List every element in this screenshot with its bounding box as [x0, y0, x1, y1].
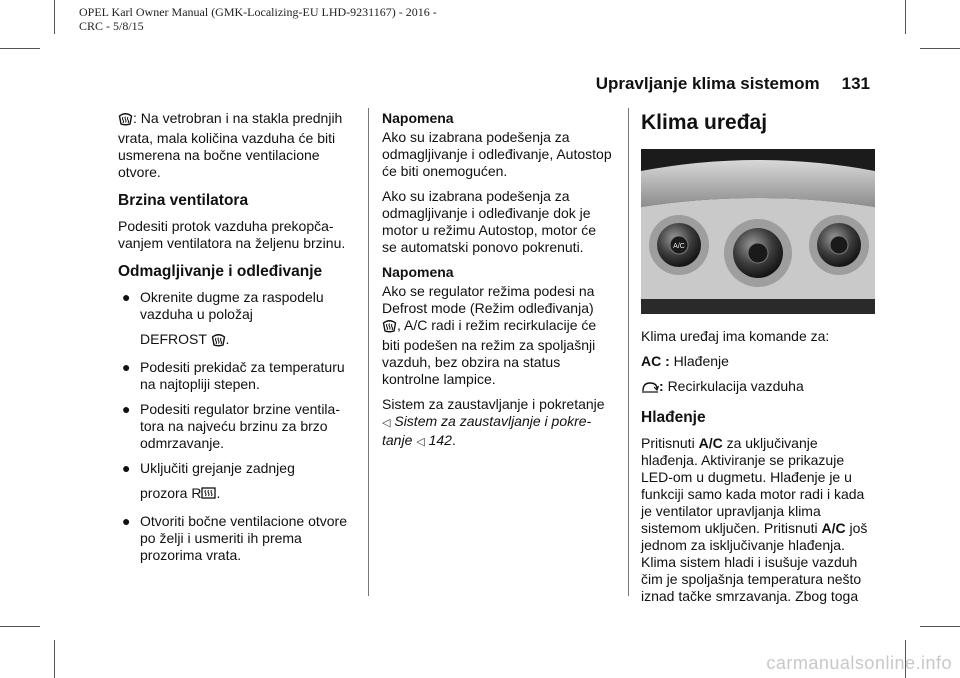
- step-text: Podesiti prekidač za temperaturu na najtopliji stepen.: [140, 359, 345, 392]
- ac-button-ref: A/C: [698, 435, 723, 451]
- period: .: [225, 331, 230, 347]
- autostop-reference-paragraph: [382, 396, 614, 451]
- ac-button-ref: A/C: [821, 520, 846, 536]
- running-title: [596, 74, 870, 94]
- step-text: Otvoriti bočne ventilacione otvore po želji i usmeriti ih prema prozorima vrata.: [140, 513, 347, 563]
- list-item: [118, 289, 358, 351]
- print-header-line-2: CRC - 5/8/15: [79, 19, 144, 33]
- photo-ac-label: A/C: [673, 243, 685, 250]
- list-item: [118, 460, 358, 505]
- note-paragraph: Ako su izabrana podešenja za odmagljivanje i odleđivanje dok je motor u režimu Autostop, motor će se automatski ponovo pokrenuti.: [382, 188, 596, 255]
- defog-steps-list: [118, 289, 358, 564]
- step-text-defrost: DEFROST: [140, 331, 207, 347]
- heading-fan-speed: Brzina ventilatora: [118, 192, 249, 209]
- windshield-defrost-icon: [118, 111, 133, 130]
- fan-speed-paragraph: Podesiti protok vazduha prekopča-vanjem ventilatora na željenu brzinu.: [118, 218, 346, 251]
- step-text-rear: prozora R: [140, 485, 202, 501]
- bullet-marker: ●: [122, 513, 131, 529]
- step-text: Okrenite dugme za raspodelu vazduha u položaj: [140, 289, 324, 322]
- cooling-text: Pritisnuti: [641, 435, 695, 451]
- bullet-marker: ●: [122, 359, 131, 375]
- bullet-marker: ●: [122, 401, 131, 417]
- period: .: [216, 485, 221, 501]
- cooling-text: za uključivanje hlađenja. Aktiviranje se prikazuje LED-om u dugmetu. Hlađenje je u funkciji samo kada motor radi i kada je ventilator upravljanja klima sistemom uključen. Pritisnuti: [641, 435, 865, 536]
- crop-mark-bottom-right-h: [920, 626, 960, 627]
- recirc-desc: Recirkulacija vazduha: [667, 378, 804, 394]
- autostop-text: Sistem za zaustavljanje i pokretanje: [382, 396, 605, 412]
- crop-mark-top-left: [54, 0, 55, 34]
- crop-mark-top-left-h: [0, 48, 40, 49]
- list-item: [118, 513, 358, 564]
- note-paragraph: Ako su izabrana podešenja za odmagljivanje i odleđivanje, Autostop će biti onemogućen.: [382, 129, 612, 179]
- column-divider-2: [628, 108, 629, 596]
- defrost-mode-text: : Na vetrobran i na stakla prednjih vrata, mala količina vazduha će biti usmerena na bočne ventilacione otvore.: [118, 110, 343, 180]
- note-text-b: , A/C radi i režim recirkulacije će biti podešen na režim za spoljašnji vazduh, bez obzira na status kontrolne lampice.: [382, 317, 597, 387]
- reference-page: 142: [428, 432, 452, 448]
- note-text-a: Ako se regulator režima podesi na Defrost mode (Režim odleđivanja): [382, 283, 595, 316]
- print-header: [79, 5, 519, 33]
- crop-mark-top-right-h: [920, 48, 960, 49]
- reference-triangle-icon: ◁: [382, 417, 391, 429]
- ac-control-line: [641, 353, 875, 370]
- period: .: [451, 432, 456, 448]
- step-text: Podesiti regulator brzine ventila-tora na najveću brzinu za brzo odmrzavanje.: [140, 401, 340, 451]
- column-1: [118, 110, 358, 572]
- column-2: [382, 110, 614, 459]
- reference-link[interactable]: Sistem za zaustavljanje i pokre-tanje: [382, 413, 592, 448]
- defrost-mode-paragraph: [118, 110, 358, 181]
- column-3: [641, 110, 875, 613]
- cooling-text: još jednom za isključivanje hlađenja. Klima sistem hladi i isušuje vazduh čim je spoljašnja temperatura nešto iznad tačke smrzavanja. Zbog toga: [641, 520, 868, 604]
- note-heading: Napomena: [382, 264, 454, 280]
- bullet-marker: ●: [122, 460, 131, 476]
- rear-window-heater-icon: [201, 486, 216, 505]
- cooling-paragraph: [641, 435, 875, 605]
- ac-label: AC :: [641, 353, 670, 369]
- windshield-defrost-icon: [382, 318, 397, 337]
- crop-mark-top-right: [905, 0, 906, 34]
- heading-climate: Klima uređaj: [641, 111, 768, 134]
- print-header-line-1: OPEL Karl Owner Manual (GMK-Localizing-EU LHD-9231167) - 2016 -: [79, 5, 437, 19]
- climate-control-photo: [641, 149, 875, 314]
- column-divider-1: [368, 108, 369, 596]
- controls-lead: Klima uređaj ima komande za:: [641, 328, 830, 344]
- crop-mark-bottom-left-h: [0, 626, 40, 627]
- page-number: 131: [841, 74, 870, 93]
- crop-mark-bottom-left: [54, 640, 55, 678]
- section-title: Upravljanje klima sistemom: [595, 74, 820, 93]
- windshield-defrost-icon: [211, 332, 226, 351]
- note-paragraph-defrost: [382, 283, 614, 388]
- note-heading: Napomena: [382, 110, 454, 126]
- air-recirculation-icon: [641, 380, 659, 398]
- recirc-colon: :: [659, 378, 664, 394]
- list-item: [118, 359, 358, 393]
- ac-desc: Hlađenje: [673, 353, 729, 369]
- bullet-marker: ●: [122, 289, 131, 305]
- heading-cooling: Hlađenje: [641, 409, 706, 426]
- recirc-control-line: [641, 378, 875, 398]
- reference-triangle-icon: ◁: [416, 436, 425, 448]
- list-item: [118, 401, 358, 452]
- heading-defog-defrost: Odmagljivanje i odleđivanje: [118, 263, 323, 280]
- watermark: carmanualsonline.info: [766, 653, 952, 673]
- step-text: Uključiti grejanje zadnjeg: [140, 460, 295, 476]
